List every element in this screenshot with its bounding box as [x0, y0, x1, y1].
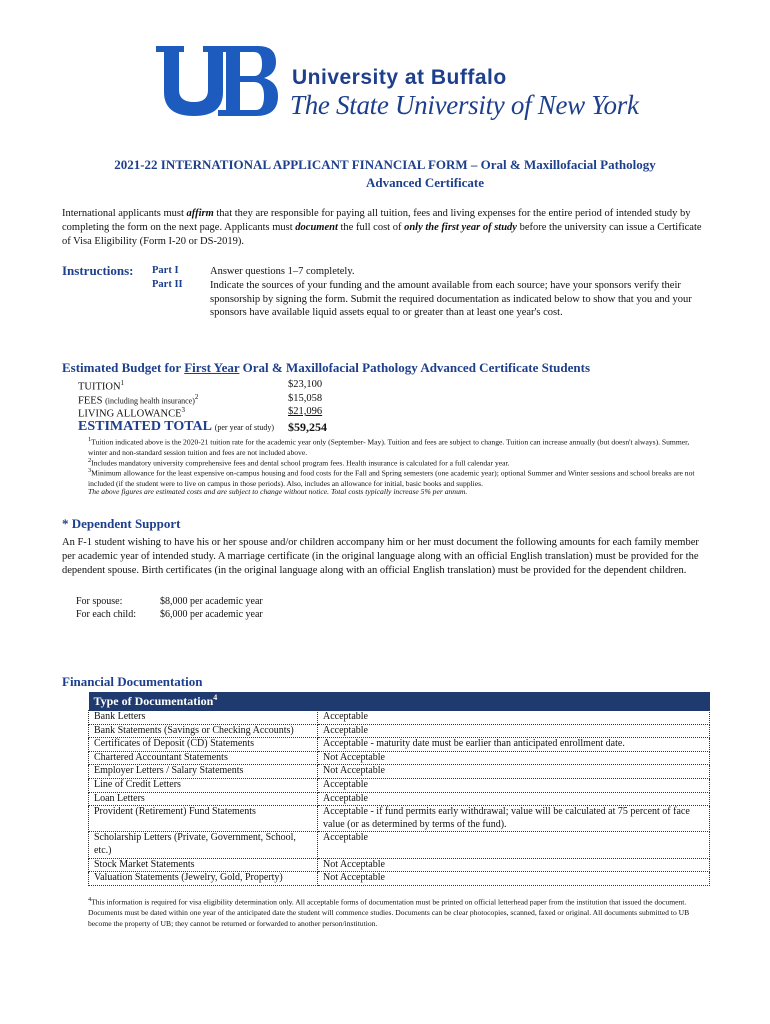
documentation-status: Acceptable: [318, 832, 710, 858]
dependent-support-heading: * Dependent Support: [62, 516, 181, 531]
documentation-type: Loan Letters: [89, 792, 318, 806]
documentation-status: Acceptable: [318, 724, 710, 738]
budget-footnote-1: $^1$Tuition indicated above is the 2020-21 tuition rate for the academic year only (September- May). Tuition and fees are subject to change. Tuition can increase annually (but doesn't always). Summer, winter and non-standard session tuition and fees are not included above.: [88, 436, 690, 457]
documentation-status: Not Acceptable: [318, 751, 710, 765]
table-row: [89, 792, 710, 806]
intro-paragraph: International applicants must affirm that they are responsible for paying all tuition, fees and living expenses for the entire period of intended study by completing the form on the next page. Applicants must document the full cost of only the first year of study before the university can issue a Certificate of Visa Eligibility (Form I-20 or DS-2019).: [62, 208, 702, 247]
table-row: [89, 711, 710, 725]
table-row: [89, 832, 710, 858]
budget-footnote-3: $^3$Minimum allowance for the least expensive on-campus housing and food costs for the Fall and Spring semesters (one academic year); optional Summer and Winter sessions and school breaks are not included (if the student were to live on campus in those periods). Also, includes an allowance for initial, basic books and supplies.: [88, 467, 695, 488]
documentation-type: Valuation Statements (Jewelry, Gold, Property): [89, 872, 318, 886]
fees-label: FEES (including health insurance)$^2$: [78, 393, 199, 407]
intro-document: document: [295, 222, 338, 233]
documentation-type: Bank Letters: [89, 711, 318, 725]
form-title: [60, 156, 710, 192]
financial-documentation-heading: Financial Documentation: [62, 674, 203, 689]
table-row: [89, 738, 710, 752]
documentation-type: Chartered Accountant Statements: [89, 751, 318, 765]
documentation-status: Acceptable - if fund permits early withdrawal; value will be calculated at 75 percent of face value (or as determined by terms of the fund).: [318, 806, 710, 832]
living-allowance-label: LIVING ALLOWANCE$^3$: [78, 406, 186, 420]
budget-footnote-italic: The above figures are estimated costs and are subject to change without notice. Total costs typically increase 5% per annum.: [88, 487, 468, 496]
living-allowance-value: $21,096: [288, 406, 323, 417]
intro-first-year: only the first year of study: [404, 222, 517, 233]
documentation-status: Acceptable: [318, 792, 710, 806]
estimated-total-value: $59,254: [288, 420, 327, 434]
ub-logo-mark-icon: [150, 42, 280, 120]
part1-label: Part I: [152, 265, 179, 276]
documentation-table-header: Type of Documentation$^4$: [89, 692, 710, 711]
part2-label: Part II: [152, 279, 183, 290]
table-row: [89, 751, 710, 765]
tuition-value: $23,100: [288, 379, 323, 390]
documentation-status: Not Acceptable: [318, 765, 710, 779]
form-title-line2: Advanced Certificate: [365, 175, 485, 190]
fees-value: $15,058: [288, 393, 323, 404]
spouse-value: $8,000 per academic year: [160, 596, 263, 607]
table-row: [89, 872, 710, 886]
table-row: [89, 806, 710, 832]
documentation-status: Not Acceptable: [318, 872, 710, 886]
part1-text: Answer questions 1–7 completely.: [210, 266, 355, 277]
instructions-heading: Instructions:: [62, 263, 134, 278]
tuition-label: TUITION$^1$: [78, 379, 125, 393]
logo-subtitle: The State University of New York: [290, 90, 639, 120]
child-value: $6,000 per academic year: [160, 609, 263, 620]
documentation-type: Line of Credit Letters: [89, 778, 318, 792]
table-row: [89, 778, 710, 792]
ub-logo: [150, 42, 639, 122]
documentation-status: Acceptable: [318, 711, 710, 725]
logo-university-name: University at Buffalo: [292, 66, 507, 89]
child-label: For each child:: [76, 609, 136, 620]
estimated-total-label: ESTIMATED TOTAL (per year of study): [78, 419, 274, 434]
documentation-type: Scholarship Letters (Private, Government, School, etc.): [89, 832, 318, 858]
documentation-status: Acceptable: [318, 778, 710, 792]
part2-text: Indicate the sources of your funding and the amount available from each source; have your sponsors verify their sponsorship by signing the form. Submit the required documentation as indicated below to show that you and your sponsors have available liquid assets equal to or greater than at least one year's cost.: [210, 280, 692, 318]
budget-footnote-2: $^2$Includes mandatory university comprehensive fees and dental school program fees. Health insurance is calculated for a full calendar year.: [88, 457, 510, 468]
documentation-table-body: [89, 711, 710, 886]
documentation-footnote: $^4$This information is required for visa eligibility determination only. All acceptable forms of documentation must be printed on official letterhead paper from the institution that issued the document. Documents must be dated within one year of the anticipated date the student will commence studies. Documents can be clear photocopies, scanned, faxed or original. All documents submitted to UB become the property of UB; they cannot be returned or forwarded to another person/institution.: [88, 896, 690, 928]
documentation-type: Provident (Retirement) Fund Statements: [89, 806, 318, 832]
documentation-type: Employer Letters / Salary Statements: [89, 765, 318, 779]
budget-heading: Estimated Budget for First Year Oral & Maxillofacial Pathology Advanced Certificate Students: [62, 360, 591, 375]
table-row: [89, 858, 710, 872]
table-row: [89, 765, 710, 779]
documentation-table: [88, 692, 710, 886]
documentation-type: Bank Statements (Savings or Checking Accounts): [89, 724, 318, 738]
documentation-status: Acceptable - maturity date must be earlier than anticipated enrollment date.: [318, 738, 710, 752]
intro-affirm: affirm: [186, 208, 214, 219]
documentation-status: Not Acceptable: [318, 858, 710, 872]
spouse-label: For spouse:: [76, 596, 123, 607]
form-title-line1: 2021-22 INTERNATIONAL APPLICANT FINANCIAL FORM – Oral & Maxillofacial Pathology: [114, 157, 656, 172]
documentation-type: Stock Market Statements: [89, 858, 318, 872]
dependent-support-text: An F-1 student wishing to have his or her spouse and/or children accompany him or her must document the following amounts for each family member per academic year of intended study. A marriage certificate (in the original language along with an official English translation) must be provided for the dependent spouse. Birth certificates (in the original language along with an official English translation) must be provided for the dependent children.: [62, 537, 699, 576]
table-row: [89, 724, 710, 738]
documentation-type: Certificates of Deposit (CD) Statements: [89, 738, 318, 752]
documentation-table-header-row: [89, 692, 710, 711]
